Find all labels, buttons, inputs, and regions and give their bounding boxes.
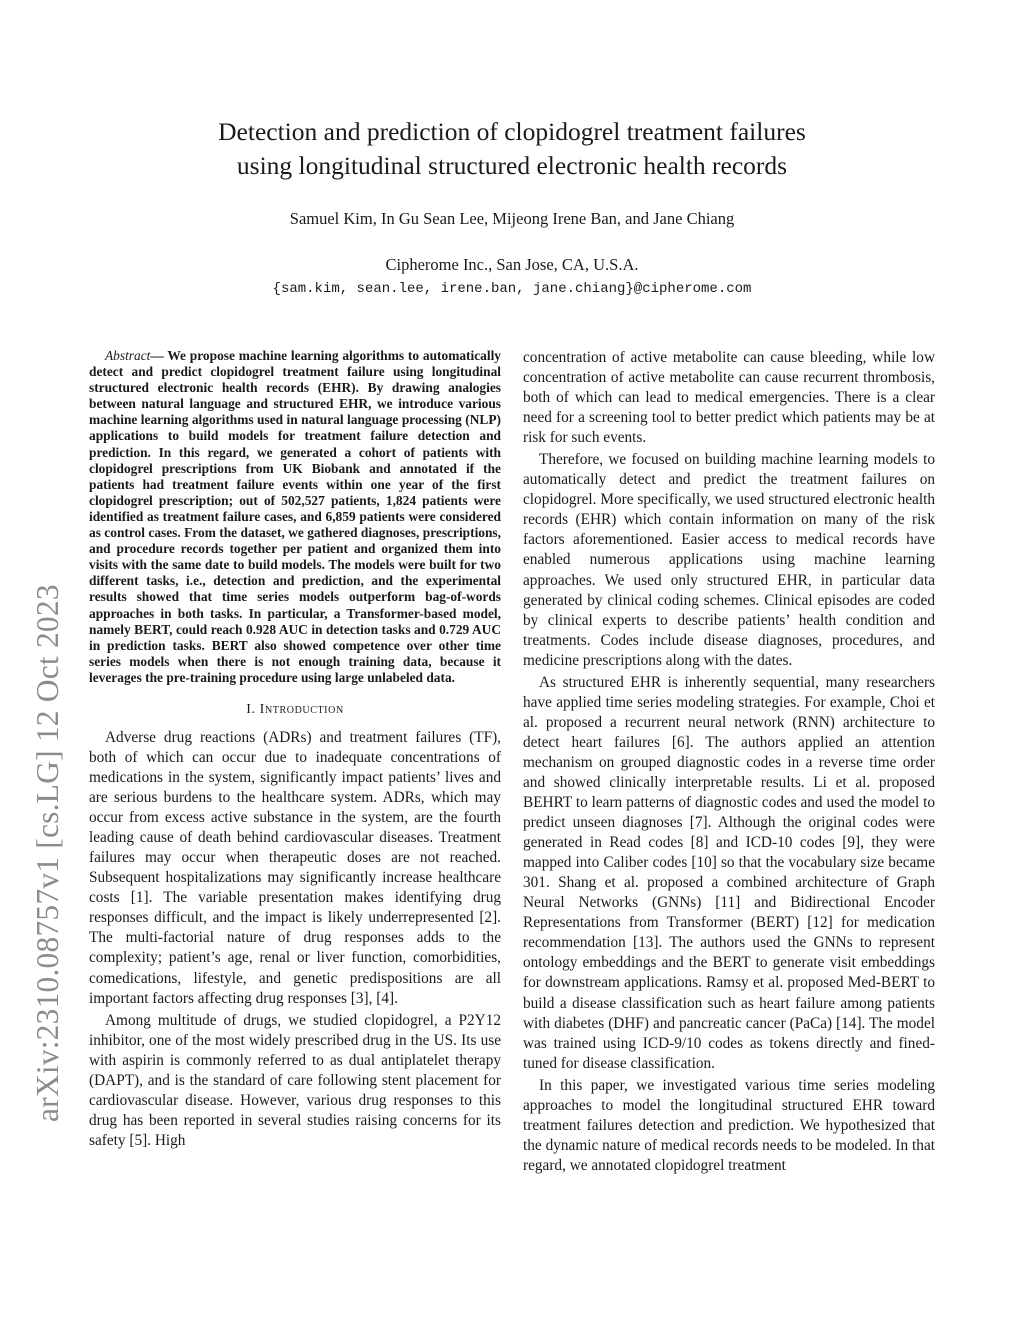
body-paragraph: concentration of active metabolite can cause bleeding, while low concentration of active metabolite can cause recurrent thrombosis, both of which can lead to medical emergencies. There is a clear need for a screening tool to better predict which patients may be at risk for such events. [523, 349, 935, 447]
left-column [89, 348, 501, 1151]
body-paragraph: In this paper, we investigated various time series modeling approaches to model the longitudinal structured EHR toward treatment failures detection and prediction. We hypothesized that the dynamic nature of medical records needs to be modeled. In that regard, we annotated clopidogrel treatment [523, 1076, 935, 1174]
author-list: Samuel Kim, In Gu Sean Lee, Mijeong Irene Ban, and Jane Chiang [289, 209, 735, 228]
body-paragraph: Among multitude of drugs, we studied clopidogrel, a P2Y12 inhibitor, one of the most widely prescribed drug in the US. Its use with aspirin is commonly referred to as dual antiplatelet therapy (DAPT), and is the standard of care following stent placement for cardiovascular disease. However, various drug responses to this drug has been reported in several studies raising concerns for its safety [5]. High [89, 1011, 501, 1149]
section-heading-introduction: I. Introduction [246, 701, 344, 717]
title-line-1: Detection and prediction of clopidogrel treatment failures [218, 117, 806, 146]
body-paragraph: As structured EHR is inherently sequential, many researchers have applied time series modeling strategies. For example, Choi et al. proposed a recurrent neural network (RNN) architecture to detect heart failures [6]. The authors applied an attention mechanism on grouped diagnostic codes in a reverse time order and showed clinically interpretable results. Li et al. proposed BEHRT to learn patterns of diagnostic codes and used the model to predict unseen diagnoses [7]. Although the original codes were generated in Read codes [8] and ICD-10 codes [9], they were mapped into Caliber codes [10] so that the vocabulary size became 301. Shang et al. proposed a combined architecture of Graph Neural Networks (GNNs) [11] and Bidirectional Encoder Representations from Transformer (BERT) [12] for medication recommendation [13]. The authors used the GNNs to represent ontology embeddings and the BERT to generate visit embeddings for downstream applications. Ramsy et al. proposed Med-BERT to build a disease classification such as heart failure among patients with diabetes (DHF) and pancreatic cancer (PaCa) [14]. The model was trained using ICD-9/10 codes as tokens directly and fined-tuned for disease classification. [523, 673, 935, 1072]
paper-title [100, 115, 924, 183]
body-paragraph: Therefore, we focused on building machine learning models to automatically detect and predict the treatment failures on clopidogrel. More specifically, we used structured electronic health records (EHR) which contain information on many of the risk factors aforementioned. Easier access to medical records have enabled numerous applications using machine learning approaches. We used only structured EHR, in particular data generated by clinical coding schemes. Clinical episodes are coded by clinical experts to describe patients’ health condition and treatments. Codes include disease diagnoses, procedures, and medicine prescriptions along with the dates. [523, 451, 935, 669]
affiliation: Cipherome Inc., San Jose, CA, U.S.A. [385, 255, 639, 274]
body-paragraph: Adverse drug reactions (ADRs) and treatment failures (TF), both of which can occur due to inadequate concentrations of medications in the system, significantly impact patients’ lives and are serious burdens to the healthcare system. ADRs, which may occur from excess active substance in the system, are the fourth leading cause of death behind cardiovascular diseases. Treatment failures may occur when therapeutic doses are not reached. Subsequent hospitalizations may significantly increase healthcare costs [1]. The variable presentation makes identifying drug responses difficult, and the impact is likely underrepresented [2]. The multi-factorial nature of drug responses adds to the complexity; patient’s age, renal or liver function, comorbidities, comedications, lifestyle, and genetic predispositions are all important factors affecting drug responses [3], [4]. [89, 728, 501, 1007]
author-emails: {sam.kim, sean.lee, irene.ban, jane.chiang}@cipherome.com [272, 281, 752, 297]
right-column [523, 348, 935, 1176]
abstract [89, 348, 501, 686]
abstract-label: Abstract [105, 348, 151, 363]
title-line-2: using longitudinal structured electronic health records [236, 151, 788, 180]
arxiv-side-stamp: arXiv:2310.08757v1 [cs.LG] 12 Oct 2023 [30, 584, 65, 1122]
abstract-text: — We propose machine learning algorithms to automatically detect and predict clopidogrel treatment failure using longitudinal structured electronic health records (EHR). By drawing analogies between natural language and structured EHR, we introduce various machine learning algorithms used in natural language processing (NLP) applications to build models for treatment failure detection and prediction. In this regard, we generated a cohort of patients with clopidogrel prescriptions from UK Biobank and annotated if the patients had treatment failure events within one year of the first clopidogrel prescription; out of 502,527 patients, 1,824 patients were identified as treatment failure cases, and 6,859 patients were considered as control cases. From the dataset, we gathered diagnoses, prescriptions, and procedure records together per patient and organized them into visits with the same date to build models. The models were built for two different tasks, i.e., detection and prediction, and the experimental results showed that time series models outperform bag-of-words approaches in both tasks. In particular, a Transformer-based model, namely BERT, could reach 0.928 AUC in detection tasks and 0.729 AUC in prediction tasks. BERT also showed competence over other time series models when there is not enough training data, because it leverages the pre-training procedure using large unlabeled data. [89, 348, 501, 685]
